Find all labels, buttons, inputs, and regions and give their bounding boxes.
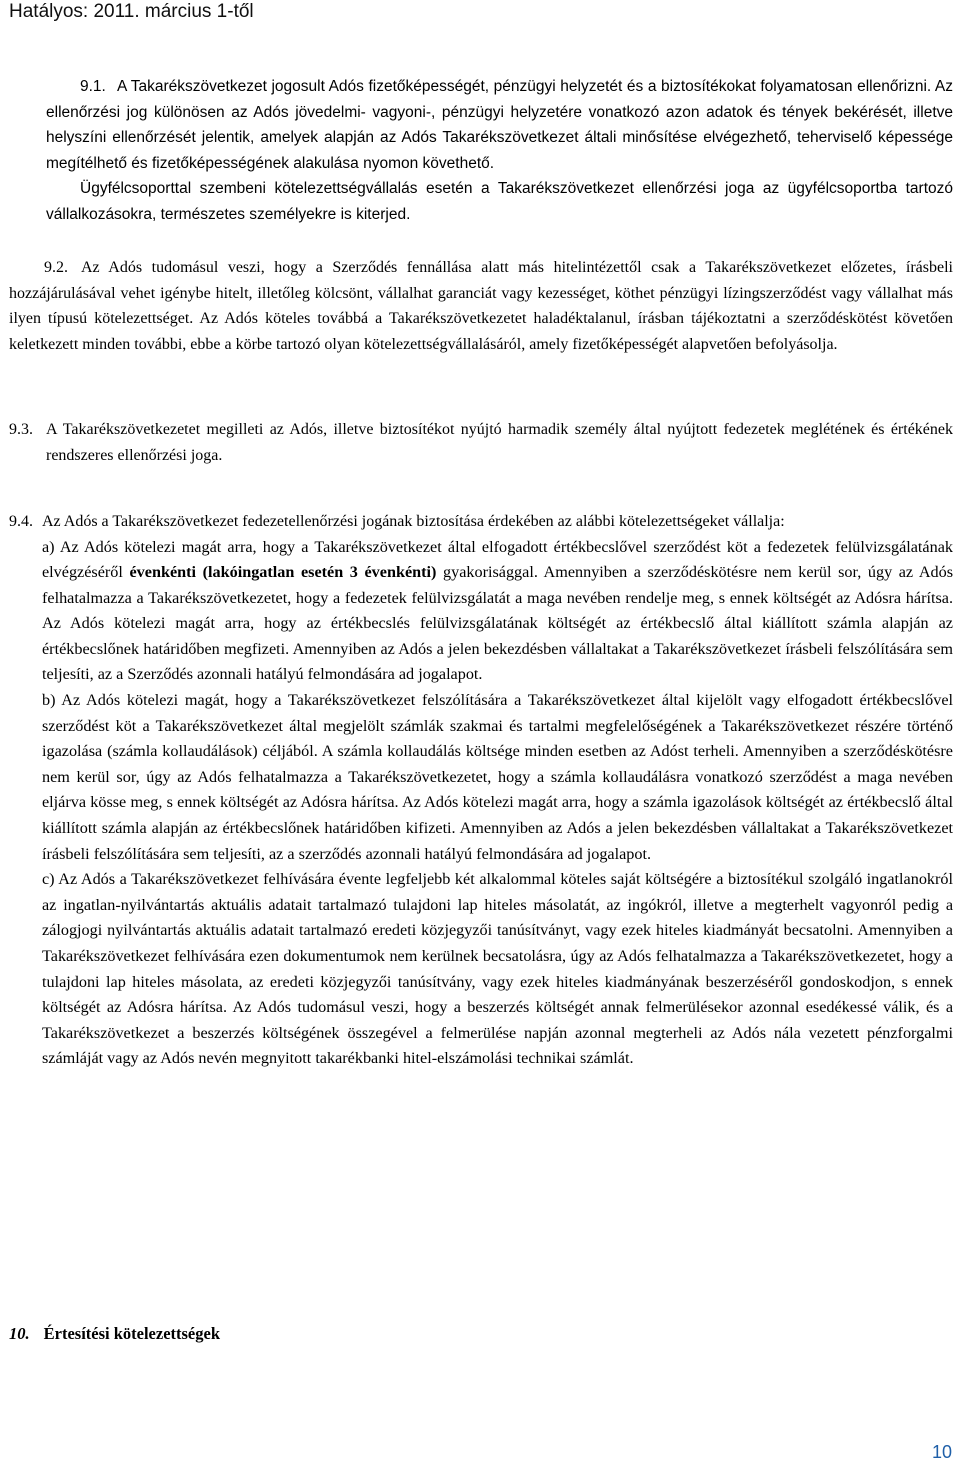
section-10-number: 10. <box>9 1324 30 1343</box>
section-9-4-intro <box>9 509 953 535</box>
section-9-4-item-a <box>42 535 953 689</box>
section-9-3-number: 9.3. <box>9 421 33 438</box>
section-9-2-body <box>9 255 953 357</box>
section-9-4-number: 9.4. <box>9 513 33 530</box>
section-9-4 <box>9 509 953 1072</box>
item-a-text-2: gyakorisággal. Amennyiben a szerződéskötésre nem kerül sor, úgy az Adós felhatalmazza a Takarékszövetkezetet, hogy a fedezetek felülvizsgálatát a maga nevében rendelje meg, s ennek költségét az Adósra hárítsa. Az Adós kötelezi magát arra, hogy az értékbecslés felülvizsgálatának költségét az értékbecslő által kiállított számla alapján az értékbecslőnek határidőben megfizeti. Amennyiben az Adós a jelen bekezdésben vállaltakat a Takarékszövetkezet írásbeli felszólítására sem teljesíti, az a Szerződés azonnali hatályú felmondására ad jogalapot. <box>42 563 953 684</box>
item-a-text-1: a) Az Adós kötelezi magát arra, hogy a Takarékszövetkezet által elfogadott értékbecslővel szerződést köt a fedezetek felülvizsgálatának elvégzéséről <box>42 537 953 582</box>
section-9-2-text: Az Adós tudomásul veszi, hogy a Szerződés fennállása alatt más hitelintézettől csak a Takarékszövetkezet előzetes, írásbeli hozzájárulásával vehet igénybe hitelt, illetőleg kölcsönt, vállalhat garanciát vagy kezességet, köthet pénzügyi lízingszerződést vagy vállalhat más ilyen típusú kötelezettséget. Az Adós köteles továbbá a Takarékszövetkezetet haladéktalanul, írásban tájékoztatni a szerződéskötést követően keletkezett minden további, ebbe a körbe tartozó olyan kötelezettségvállalásáról, amely fizetőképességét alapvetően befolyásolja. <box>9 259 953 353</box>
section-9-1-text: A Takarékszövetkezet jogosult Adós fizetőképességét, pénzügyi helyzetét és a biztosítékokat folyamatosan ellenőrizni. Az ellenőrzési jog különösen az Adós jövedelmi- vagyoni-, pénzügyi helyzetére vonatkozó azon adatok és tények bekérését, illetve helyszíni ellenőrzését jelentik, amelyek alapján az Adós Takarékszövetkezet általi minősítése elvégezhető, teherviselő képessége megítélhető és fizetőképességének alakulása nyomon követhető. <box>46 78 953 172</box>
section-10-heading <box>9 1324 220 1344</box>
section-10-title: Értesítési kötelezettségek <box>43 1324 221 1343</box>
section-9-3-text: A Takarékszövetkezetet megilleti az Adós, illetve biztosítékot nyújtó harmadik személy által nyújtott fedezetek meglétének és értékének rendszeres ellenőrzési joga. <box>46 421 953 464</box>
section-9-4-item-c: c) Az Adós a Takarékszövetkezet felhívására évente legfeljebb két alkalommal köteles saját költségére a biztosítékul szolgáló ingatlanokról az ingatlan-nyilvántartás aktuális adatait tartalmazó tulajdoni lap hiteles másolatát, az ingókról, illetve a megterhelt vagyonról pedig a zálogjogi nyilvántartás aktuális adatait tartalmazó eredeti közjegyzői tanúsítványt, vagy ezek hiteles kiadmányát becsatolni. Amennyiben a Takarékszövetkezet felhívására ezen dokumentumok nem kerülnek becsatolásra, úgy az Adós felhatalmazza a Takarékszövetkezetet, hogy a tulajdoni lap hiteles másolata, az eredeti közjegyzői tanúsítvány, vagy ezek hiteles kiadmányának beszerzéséről gondoskodjon, s ennek költségét az Adósra hárítsa. Az Adós tudomásul veszi, hogy a beszerzés költségét annak felmerülésekor azonnal esedékessé válik, és a Takarékszövetkezet a beszerzés költségének összegével a felmerülése napján azonnal megterheli az Adós nála vezetett pénzforgalmi számláját vagy az Adós nevén megnyitott takarékbanki hitel-elszámolási technikai számlát. <box>42 870 953 1068</box>
section-9-1-body <box>9 74 953 176</box>
section-9-1-number: 9.1. <box>80 78 106 95</box>
section-9-2 <box>9 255 953 357</box>
section-9-2-number: 9.2. <box>44 259 68 276</box>
section-9-1 <box>9 74 953 227</box>
section-9-3 <box>9 417 953 468</box>
section-9-4-intro-text: Az Adós a Takarékszövetkezet fedezetellenőrzési jogának biztosítása érdekében az alábbi kötelezettségeket vállalja: <box>42 513 785 530</box>
section-9-4-item-b: b) Az Adós kötelezi magát, hogy a Takarékszövetkezet felszólítására a Takarékszövetkezet által kijelölt vagy elfogadott értékbecslővel szerződést köt a Takarékszövetkezet által megjelölt számlák szakmai és tartalmi megfelelőségének a Takarékszövetkezet részére történő igazolása (számla kollaudálások) céljából. A számla kollaudálás költsége minden esetben az Adóst terheli. Amennyiben a szerződéskötésre nem kerül sor, úgy az Adós felhatalmazza a Takarékszövetkezetet, hogy a számla kollaudálásra vonatkozó szerződést a maga nevében eljárva kösse meg, s ennek költségét az Adósra hárítsa. Az Adós kötelezi magát arra, hogy a számla igazolások költségét az értékbecslő által kiállított számla alapján az értékbecslőnek határidőben kifizeti. Amennyiben az Adós a jelen bekezdésben vállaltakat a Takarékszövetkezet írásbeli felszólítására sem teljesíti, az a szerződés azonnali hatályú felmondására ad jogalapot. <box>42 691 953 863</box>
section-9-1-subparagraph: Ügyfélcsoporttal szembeni kötelezettségvállalás esetén a Takarékszövetkezet ellenőrzési joga az ügyfélcsoportba tartozó vállalkozásokra, természetes személyekre is kiterjed. <box>46 180 953 223</box>
section-9-3-body <box>9 417 953 468</box>
effective-date-header: Hatályos: 2011. március 1-től <box>9 1 254 22</box>
item-a-bold-frequency: évenkénti (lakóingatlan esetén 3 évenkénti) <box>129 563 437 582</box>
page-number: 10 <box>931 1442 952 1462</box>
